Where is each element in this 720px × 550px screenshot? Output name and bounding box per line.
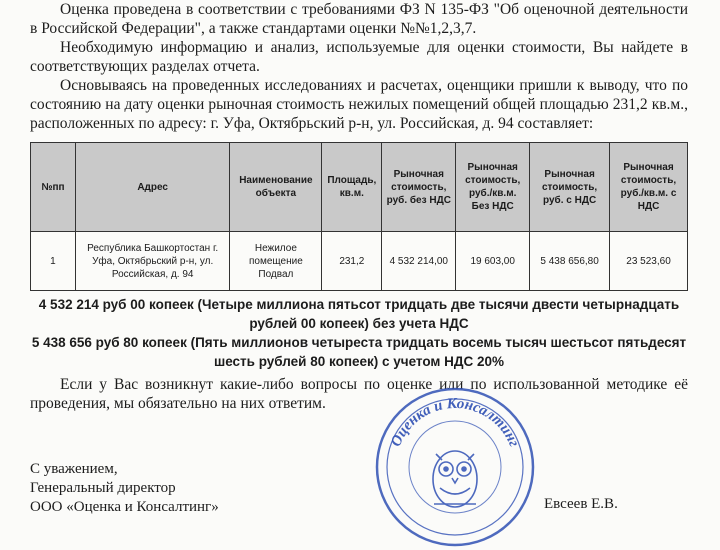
owl-emblem-icon [433,451,477,507]
stamp-text: Оценка и Консалтинг [388,395,522,450]
director-name: Евсеев Е.В. [544,496,618,512]
cell-price-no-vat: 4 532 214,00 [382,232,456,291]
conclusion-text: Основываясь на проведенных исследованиях и расчетах, оценщики пришли к выводу, что по состоянию на дату оценки рыночная стоимость нежилых помещений общей площадью 231,2 кв.м., расположенных по адресу: г. Уфа, Октябрьский р-н, ул. Российская, д. 94 составляет: [30,77,688,132]
signature-block [30,460,219,517]
cell-price-sqm-no-vat: 19 603,00 [456,232,530,291]
cell-num: 1 [31,232,76,291]
info-text: Необходимую информацию и анализ, используемые для оценки стоимости, Вы найдете в соответствующих разделах отчета. [30,39,688,75]
header-price-vat: Рыночная стоимость, руб. с НДС [530,143,610,232]
cell-area: 231,2 [322,232,382,291]
position-line: Генеральный директор [30,480,176,496]
header-price-sqm-vat: Рыночная стоимость, руб./кв.м. с НДС [610,143,688,232]
valuation-table [30,142,688,291]
intro-paragraph [30,0,688,38]
header-price-sqm-no-vat: Рыночная стоимость, руб./кв.м. Без НДС [456,143,530,232]
cell-address: Республика Башкортостан г. Уфа, Октябрьский р-н, ул. Российская, д. 94 [75,232,230,291]
table-header-row [31,143,688,232]
sum-without-vat: 4 532 214 руб 00 копеек (Четыре миллиона пятьсот тридцать две тысячи двести четырнадцать рублей 00 копеек) без учета НДС [38,297,680,331]
cell-object-name: Нежилое помещение Подвал [230,232,322,291]
table-row [31,232,688,291]
cell-price-sqm-vat: 23 523,60 [610,232,688,291]
header-area: Площадь, кв.м. [322,143,382,232]
questions-text: Если у Вас возникнут какие-либо вопросы по оценке или по использованной методике её проведения, мы обязательно на них ответим. [30,376,688,412]
header-address: Адрес [75,143,230,232]
regards-line: С уважением, [30,461,118,477]
stamp-center-ring [409,421,501,513]
intro-text: Оценка проведена в соответствии с требованиями ФЗ N 135-ФЗ "Об оценочной деятельности в Российской Федерации", а также стандартами оценки №№1,2,3,7. [30,1,688,37]
company-line: ООО «Оценка и Консалтинг» [30,499,219,515]
cell-price-vat: 5 438 656,80 [530,232,610,291]
conclusion-paragraph [30,76,688,133]
header-num: №пп [31,143,76,232]
header-price-no-vat: Рыночная стоимость, руб. без НДС [382,143,456,232]
questions-paragraph [30,375,688,413]
stamp-outer-ring [377,389,533,545]
company-stamp [372,384,538,550]
header-object-name: Наименование объекта [230,143,322,232]
sum-with-vat: 5 438 656 руб 80 копеек (Пять миллионов четыреста тридцать восемь тысяч шестьсот пятьдесят шесть рублей 80 копеек) с учетом НДС 20% [31,335,687,369]
info-paragraph [30,38,688,76]
